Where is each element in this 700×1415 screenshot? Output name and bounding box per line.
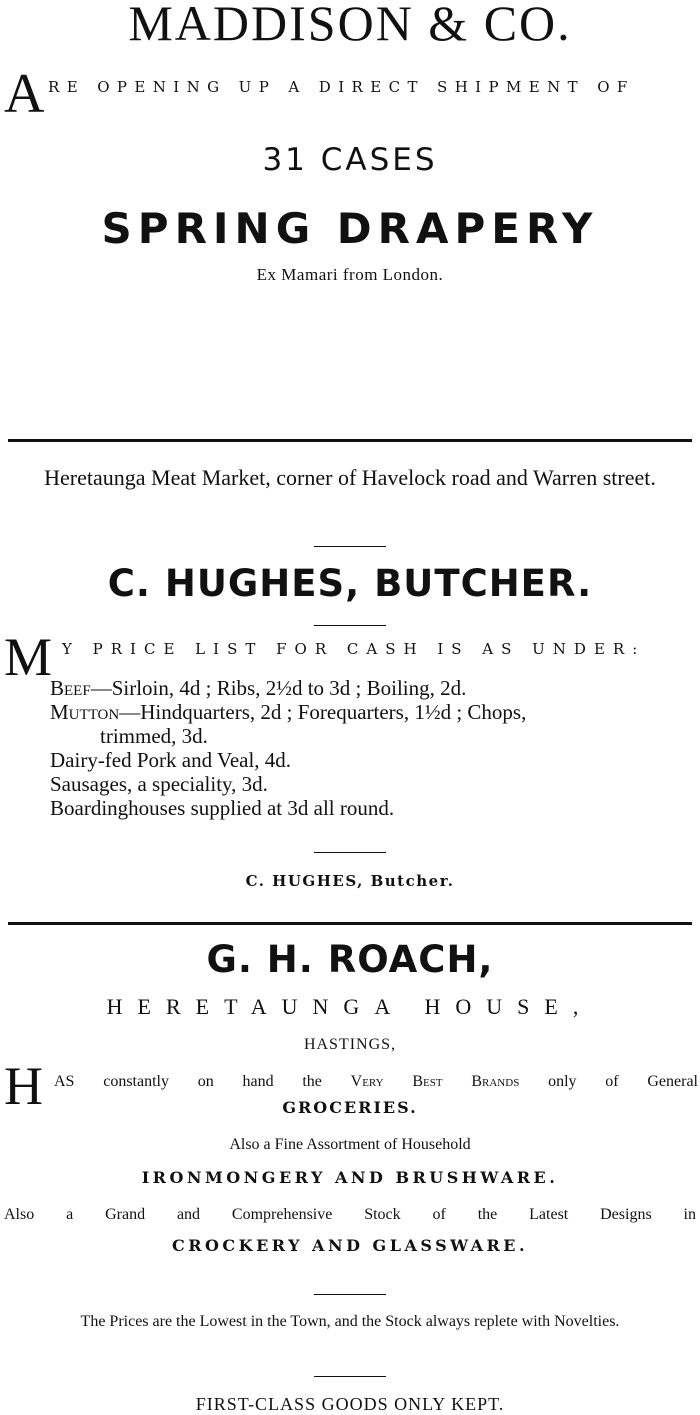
ad3-town: HASTINGS, [303, 1036, 397, 1053]
ad3-first-class: FIRST-CLASS GOODS ONLY KEPT. [195, 1394, 505, 1414]
ad3-groceries: GROCERIES. [282, 1098, 418, 1117]
ad2-price-list [50, 676, 700, 820]
ad3-also-stock: Also a Grand and Comprehensive Stock of the Latest Designs in [4, 1206, 696, 1223]
ad1-product: SPRING DRAPERY [101, 204, 599, 253]
ad1-origin: Ex Mamari from London. [256, 265, 444, 284]
ad2-address: Heretaunga Meat Market, corner of Havelock road and Warren street. [44, 465, 656, 490]
price-line-sausages: Sausages, a speciality, 3d. [50, 772, 268, 796]
ad2-title: C. HUGHES, BUTCHER. [107, 562, 593, 605]
short-divider [314, 1376, 386, 1377]
short-divider [314, 1294, 386, 1295]
price-line-boarding: Boardinghouses supplied at 3d all round. [50, 796, 395, 820]
ad3-ironmongery: IRONMONGERY AND BRUSHWARE. [141, 1168, 559, 1187]
ad3-crockery: CROCKERY AND GLASSWARE. [171, 1236, 529, 1255]
price-line-mutton-cont: trimmed, 3d. [100, 724, 208, 748]
short-divider [314, 852, 386, 853]
price-line-mutton: Mutton—Hindquarters, 2d ; Forequarters, 1½d ; Chops, [50, 700, 527, 724]
ad3-house-name: HERETAUNGA HOUSE, [106, 994, 594, 1019]
ad2-dropcap: M [4, 627, 53, 687]
price-line-beef: Beef—Sirloin, 4d ; Ribs, 2½d to 3d ; Boiling, 2d. [50, 676, 467, 700]
ad3-dropcap: H [4, 1056, 43, 1116]
ad2-signature: C. HUGHES, Butcher. [245, 872, 455, 890]
short-divider [314, 546, 386, 547]
ad3-title: G. H. ROACH, [206, 938, 494, 981]
column-divider [8, 922, 692, 925]
ad2-intro-text: Y PRICE LIST FOR CASH IS AS UNDER: [62, 640, 646, 658]
column-divider [8, 439, 692, 442]
price-line-pork: Dairy-fed Pork and Veal, 4d. [50, 748, 292, 772]
ad1-intro-text: RE OPENING UP A DIRECT SHIPMENT OF [48, 78, 635, 96]
ad1-intro [0, 63, 700, 126]
ad1-cases: 31 CASES [262, 142, 438, 178]
beef-label: Beef [50, 676, 91, 700]
ad3-prices-note: The Prices are the Lowest in the Town, and the Stock always replete with Novelties. [80, 1313, 620, 1330]
short-divider [314, 625, 386, 626]
ad1-title: MADDISON & CO. [128, 0, 572, 51]
ad1-dropcap: A [4, 63, 45, 125]
mutton-label: Mutton [50, 700, 120, 724]
ad3-also-household: Also a Fine Assortment of Household [229, 1136, 471, 1153]
ad3-intro-text: AS constantly on hand the Very Best Brands only of General [54, 1073, 698, 1090]
